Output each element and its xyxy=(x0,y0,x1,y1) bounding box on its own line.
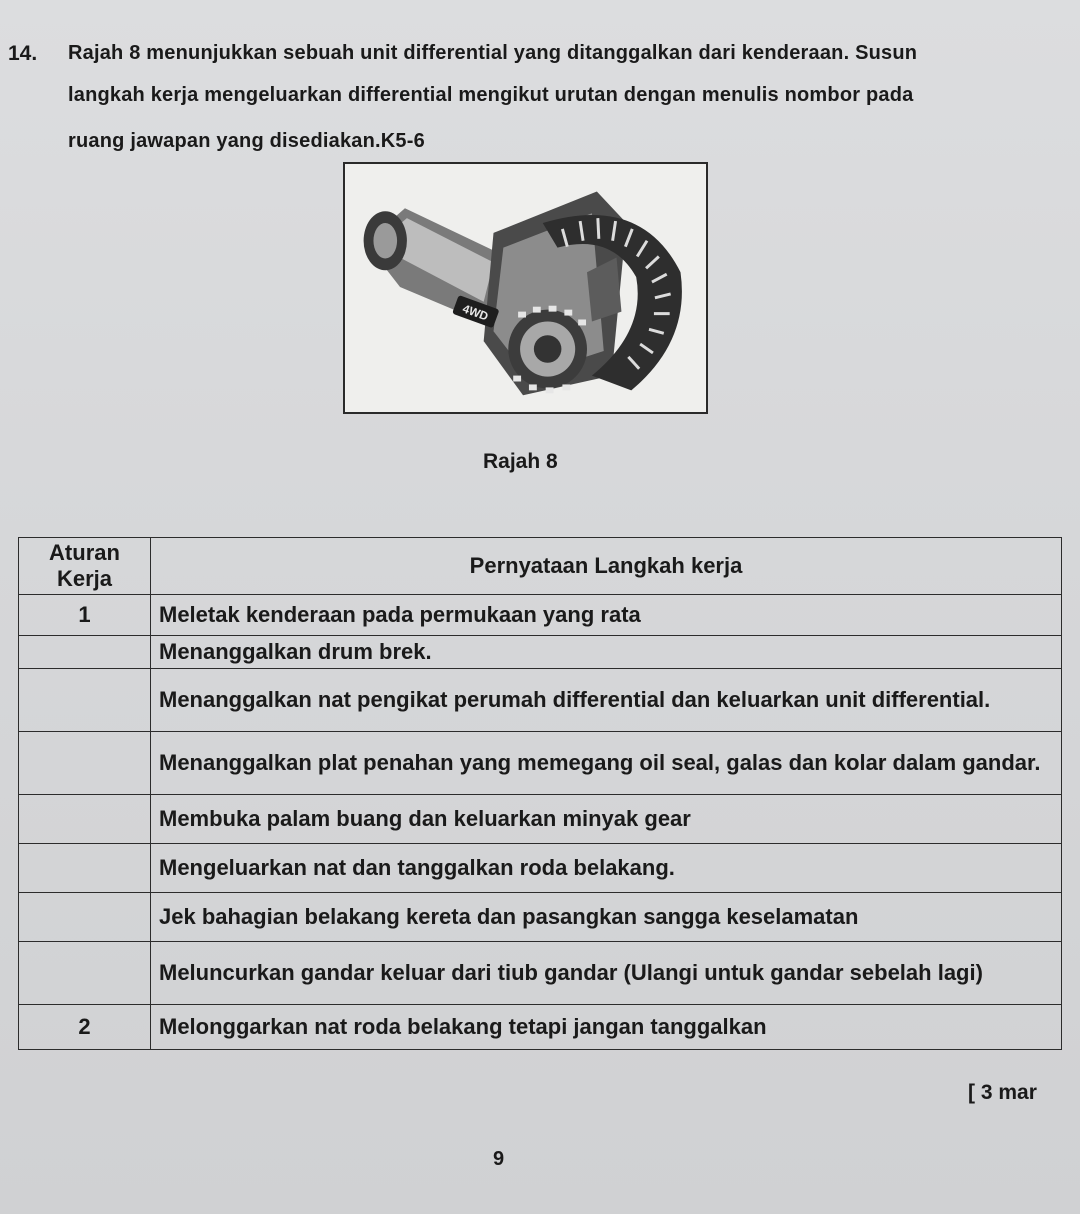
figure-caption: Rajah 8 xyxy=(483,450,558,473)
statement-cell: Meluncurkan gandar keluar dari tiub gandar (Ulangi untuk gandar sebelah lagi) xyxy=(151,942,1062,1005)
table-row xyxy=(19,595,1062,636)
question-text-line-1: Rajah 8 menunjukkan sebuah unit differential yang ditanggalkan dari kenderaan. Susun xyxy=(68,42,918,64)
question-text-line-3: ruang jawapan yang disediakan.K5-6 xyxy=(68,130,425,152)
statement-cell: Melonggarkan nat roda belakang tetapi jangan tanggalkan xyxy=(151,1005,1062,1050)
work-steps-table xyxy=(18,537,1062,1050)
question-number: 14. xyxy=(8,42,38,65)
table-row xyxy=(19,844,1062,893)
table-row xyxy=(19,669,1062,732)
table-row xyxy=(19,732,1062,795)
marks-label: [ 3 mar xyxy=(968,1081,1037,1104)
page-number: 9 xyxy=(493,1148,505,1170)
differential-unit-figure xyxy=(343,162,708,414)
table-row xyxy=(19,1005,1062,1050)
statement-cell: Menanggalkan plat penahan yang memegang oil seal, galas dan kolar dalam gandar. xyxy=(151,732,1062,795)
order-cell[interactable] xyxy=(19,669,151,732)
table-row xyxy=(19,636,1062,669)
question-text-line-2: langkah kerja mengeluarkan differential mengikut urutan dengan menulis nombor pada xyxy=(68,84,914,106)
order-cell[interactable] xyxy=(19,942,151,1005)
order-cell[interactable]: 2 xyxy=(19,1005,151,1050)
header-statement: Pernyataan Langkah kerja xyxy=(151,538,1062,595)
order-cell[interactable] xyxy=(19,636,151,669)
statement-cell: Meletak kenderaan pada permukaan yang rata xyxy=(151,595,1062,636)
table-header-row xyxy=(19,538,1062,595)
order-cell[interactable] xyxy=(19,795,151,844)
4wd-badge-text: 4WD xyxy=(460,301,491,324)
order-cell[interactable] xyxy=(19,732,151,795)
order-cell[interactable] xyxy=(19,893,151,942)
table-row xyxy=(19,795,1062,844)
order-cell[interactable]: 1 xyxy=(19,595,151,636)
statement-cell: Menanggalkan nat pengikat perumah differential dan keluarkan unit differential. xyxy=(151,669,1062,732)
statement-cell: Menanggalkan drum brek. xyxy=(151,636,1062,669)
table-row xyxy=(19,893,1062,942)
table-row xyxy=(19,942,1062,1005)
order-cell[interactable] xyxy=(19,844,151,893)
statement-cell: Jek bahagian belakang kereta dan pasangkan sangga keselamatan xyxy=(151,893,1062,942)
statement-cell: Membuka palam buang dan keluarkan minyak gear xyxy=(151,795,1062,844)
header-order: Aturan Kerja xyxy=(19,538,151,595)
statement-cell: Mengeluarkan nat dan tanggalkan roda belakang. xyxy=(151,844,1062,893)
